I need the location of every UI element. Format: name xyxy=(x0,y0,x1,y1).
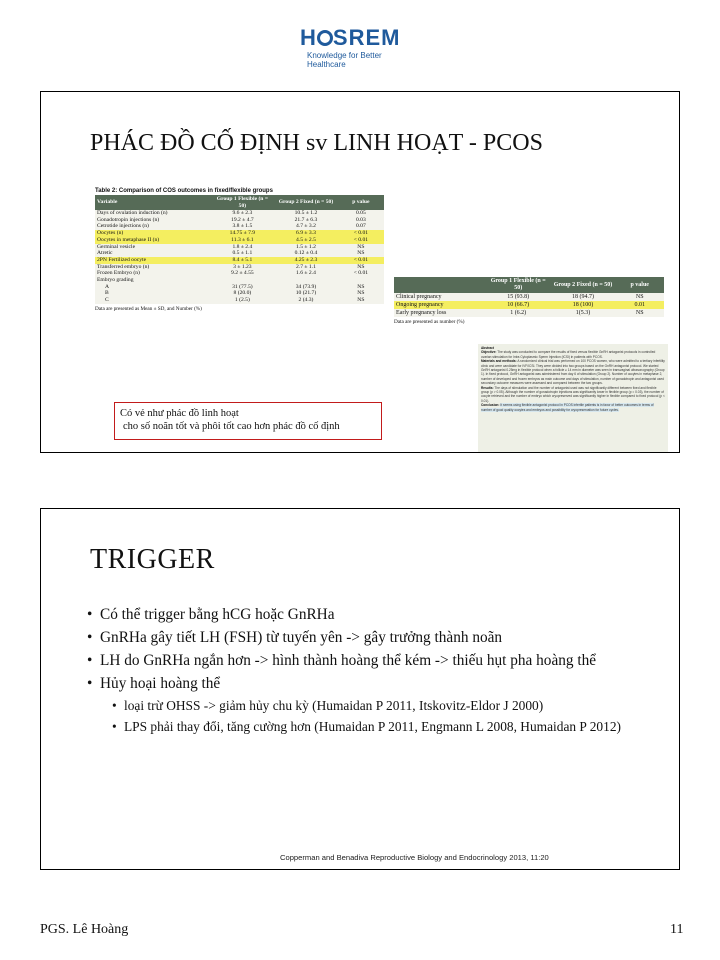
table-header xyxy=(394,277,486,293)
table-cell: 11.3 ± 6.1 xyxy=(211,237,275,244)
table-cell: A xyxy=(95,284,211,291)
abstract-objective: The study was conducted to compare the results of fixed versus flexible GnRH antagonist protocols in controlled ovarian stimulation for Intra Cytoplasmic Sperm Injection (ICSI) in patients with PCOS. xyxy=(481,350,656,359)
table-note: Data are presented as number (%) xyxy=(394,319,465,325)
abstract-heading: Abstract xyxy=(481,346,494,350)
table-cell: Early pregnancy loss xyxy=(394,309,486,317)
table-note: Data are presented as Mean ± SD, and Number (%) xyxy=(95,305,202,312)
table-row xyxy=(95,210,384,217)
table-cell: Gonadotropin injections (n) xyxy=(95,217,211,224)
table-cell: 1 (2.5) xyxy=(211,297,275,304)
table-cell: Cetrotide injections (n) xyxy=(95,223,211,230)
table-cell: NS xyxy=(338,297,384,304)
bullet-list xyxy=(86,605,641,739)
table-row xyxy=(95,244,384,251)
table-cell: NS xyxy=(338,250,384,257)
logo-letter-h: H xyxy=(300,25,317,50)
table-cell: 2.7 ± 1.1 xyxy=(274,264,338,271)
slide-trigger xyxy=(40,508,680,870)
table-cell: 34 (73.9) xyxy=(274,284,338,291)
table-cell: 19.2 ± 4.7 xyxy=(211,217,275,224)
table-cell: 10 (66.7) xyxy=(486,301,551,309)
table-row xyxy=(394,301,664,309)
table-cell: < 0.01 xyxy=(338,270,384,277)
table-cell: NS xyxy=(615,309,664,317)
bullet-item: • LH do GnRHa ngắn hơn -> hình thành hoàng thể kém -> thiếu hụt pha hoàng thể xyxy=(86,651,641,670)
citation: Copperman and Benadiva Reproductive Biology and Endocrinology 2013, 11:20 xyxy=(280,853,549,862)
table-cell: Oocytes (n) xyxy=(95,230,211,237)
table-cell: 9.2 ± 4.55 xyxy=(211,270,275,277)
table-cell: Days of ovulation induction (n) xyxy=(95,210,211,217)
bullet-item: • Hủy hoại hoàng thể xyxy=(86,674,641,693)
callout-box xyxy=(114,402,382,440)
table-row xyxy=(95,270,384,277)
slide-pcos-protocols xyxy=(40,91,680,453)
table-cell: 4.25 ± 2.3 xyxy=(274,257,338,264)
table-cell: 4.5 ± 2.5 xyxy=(274,237,338,244)
table-header: p value xyxy=(338,195,384,210)
table-cell: 3.8 ± 1.5 xyxy=(211,223,275,230)
table-cell: 21.7 ± 6.3 xyxy=(274,217,338,224)
table-cell: Embryo grading xyxy=(95,277,211,284)
table-cell xyxy=(274,277,338,284)
table-cell: 0.5 ± 1.1 xyxy=(211,250,275,257)
table-cell: 1.8 ± 2.4 xyxy=(211,244,275,251)
table-cell: NS xyxy=(338,284,384,291)
table-cell: Atretic xyxy=(95,250,211,257)
table-cell: 2 (4.3) xyxy=(274,297,338,304)
table-row xyxy=(394,293,664,301)
table-cell xyxy=(211,277,275,284)
abstract-label: Materials and methods: xyxy=(481,359,517,364)
table-cell: 31 (77.5) xyxy=(211,284,275,291)
table-cell: NS xyxy=(338,290,384,297)
logo-globe-icon xyxy=(317,30,333,46)
table-cell: C xyxy=(95,297,211,304)
table-cell: 8 (20.0) xyxy=(211,290,275,297)
slide-title: PHÁC ĐỒ CỐ ĐỊNH sv LINH HOẠT - PCOS xyxy=(90,130,543,156)
table-row xyxy=(394,309,664,317)
table-cell: 4.7 ± 3.2 xyxy=(274,223,338,230)
abstract-results: The days of stimulation and the number of antagonist used was not significantly different between fixed and flexible group (p > 0.05). Although the number of gonadotropin injections was significantly lower in flexible group (p = 0.03), the number of oocyte retrieved and the number of embryo which cryopreserved was significantly higher in flexible compared to fixed protocol (p < 0.01). xyxy=(481,385,665,403)
abstract-excerpt xyxy=(478,344,668,452)
table-cell: 10.5 ± 1.2 xyxy=(274,210,338,217)
page-number: 11 xyxy=(670,922,684,937)
table-cell: NS xyxy=(338,264,384,271)
table-row xyxy=(95,250,384,257)
table-cell: < 0.01 xyxy=(338,257,384,264)
table-header: Group 1 Flexible (n = 50) xyxy=(486,277,551,293)
table-cos-outcomes xyxy=(95,188,384,312)
table-header: Group 2 Fixed (n = 50) xyxy=(274,195,338,210)
table-cell: 2PN Fertilized oocyte xyxy=(95,257,211,264)
table-cell: 6.9 ± 3.3 xyxy=(274,230,338,237)
callout-line: cho số noãn tốt và phôi tốt cao hơn phác đồ cố định xyxy=(123,421,340,432)
table-cell: Ongoing pregnancy xyxy=(394,301,486,309)
table-cell xyxy=(338,277,384,284)
table-cell: 0.07 xyxy=(338,223,384,230)
table-row xyxy=(95,237,384,244)
table-cell: 18 (94.7) xyxy=(551,293,616,301)
table-cell: 10 (21.7) xyxy=(274,290,338,297)
table-cell: 8.4 ± 5.1 xyxy=(211,257,275,264)
table-row xyxy=(95,230,384,237)
table-caption: Table 2: Comparison of COS outcomes in fixed/flexible groups xyxy=(95,188,273,194)
table-row xyxy=(95,277,384,284)
table-pregnancy-outcomes xyxy=(394,277,664,325)
table-cell: 3 ± 1.23 xyxy=(211,264,275,271)
sub-bullet-item: • LPS phải thay đổi, tăng cường hơn (Humaidan P 2011, Engmann L 2008, Humaidan P 2012) xyxy=(86,718,641,735)
table-cell: Transferred embryo (n) xyxy=(95,264,211,271)
table-header: p value xyxy=(615,277,664,293)
hosrem-logo xyxy=(300,25,420,69)
table-cell: 0.12 ± 0.4 xyxy=(274,250,338,257)
table-cell: 15 (93.8) xyxy=(486,293,551,301)
abstract-label: Objective: xyxy=(481,350,497,355)
abstract-methods: A randomized clinical trial was performed on 100 PCOS women, who were admitted to a tertiary infertility clinic and were candidate for IVF/ICSI. They were divided into two groups based on the GnRH antagonist protocol. We started GnRH antagonist 0.25mg in flexible protocol when a follicle ≥ 14 mm in diameter was seen in transvaginal ultrasonography (Group 1). In fixed protocol, GnRH antagonist was administered from day 6 of stimulation (Group 2). Number of oocytes in metaphase 2, number of developed and frozen embryos as main outcome and days of stimulation, number of gonadotropin and antagonist used secondary outcome measures were assessed and compared between the two groups. xyxy=(481,359,665,386)
table-cell: 0.05 xyxy=(338,210,384,217)
abstract-label: Results: xyxy=(481,385,494,390)
table-header: Variable xyxy=(95,195,211,210)
abstract-label: Conclusion: xyxy=(481,403,500,408)
table-cell: < 0.01 xyxy=(338,230,384,237)
table-header: Group 1 Flexible (n = 50) xyxy=(211,195,275,210)
logo-letters-srem: SREM xyxy=(332,25,401,50)
bullet-item: • Có thể trigger bằng hCG hoặc GnRHa xyxy=(86,605,641,624)
table-cell: Oocytes in metaphase II (n) xyxy=(95,237,211,244)
table-cell: Frozen Embryo (n) xyxy=(95,270,211,277)
bullet-item: • GnRHa gây tiết LH (FSH) từ tuyến yên -> gây trưởng thành noãn xyxy=(86,628,641,647)
table-header: Group 2 Fixed (n = 50) xyxy=(551,277,616,293)
table-cell: 1.5 ± 1.2 xyxy=(274,244,338,251)
abstract-conclusion: It seems using flexible antagonist protocol in PCOS infertile patients is in favor of better outcomes in terms of number of good quality oocytes and embryos and possibility for cryopreservation for future cycles. xyxy=(481,403,654,412)
table-cell: B xyxy=(95,290,211,297)
table-cell: Germinal vesicle xyxy=(95,244,211,251)
table-cell: 1 (6.2) xyxy=(486,309,551,317)
table-cell: < 0.01 xyxy=(338,237,384,244)
logo-tagline: Knowledge for Better Healthcare xyxy=(307,51,382,69)
sub-bullet-item: • loại trừ OHSS -> giảm hủy chu kỳ (Humaidan P 2011, Itskovitz-Eldor J 2000) xyxy=(86,697,641,714)
table-cell: 18 (100) xyxy=(551,301,616,309)
table-cell: NS xyxy=(338,244,384,251)
slide-title: TRIGGER xyxy=(90,544,215,575)
table-cell: 14.75 ± 7.9 xyxy=(211,230,275,237)
table-cell: 9.6 ± 2.3 xyxy=(211,210,275,217)
table-cell: NS xyxy=(615,293,664,301)
table-cell: Clinical pregnancy xyxy=(394,293,486,301)
table-cell: 0.01 xyxy=(615,301,664,309)
table-cell: 0.03 xyxy=(338,217,384,224)
table-row xyxy=(95,257,384,264)
table-cell: 1(5.3) xyxy=(551,309,616,317)
table-row xyxy=(95,223,384,230)
callout-line: Có vẻ như phác đồ linh hoạt xyxy=(120,408,239,419)
table-cell: 1.6 ± 2.4 xyxy=(274,270,338,277)
footer-author: PGS. Lê Hoàng xyxy=(40,922,129,937)
table-row xyxy=(95,297,384,304)
